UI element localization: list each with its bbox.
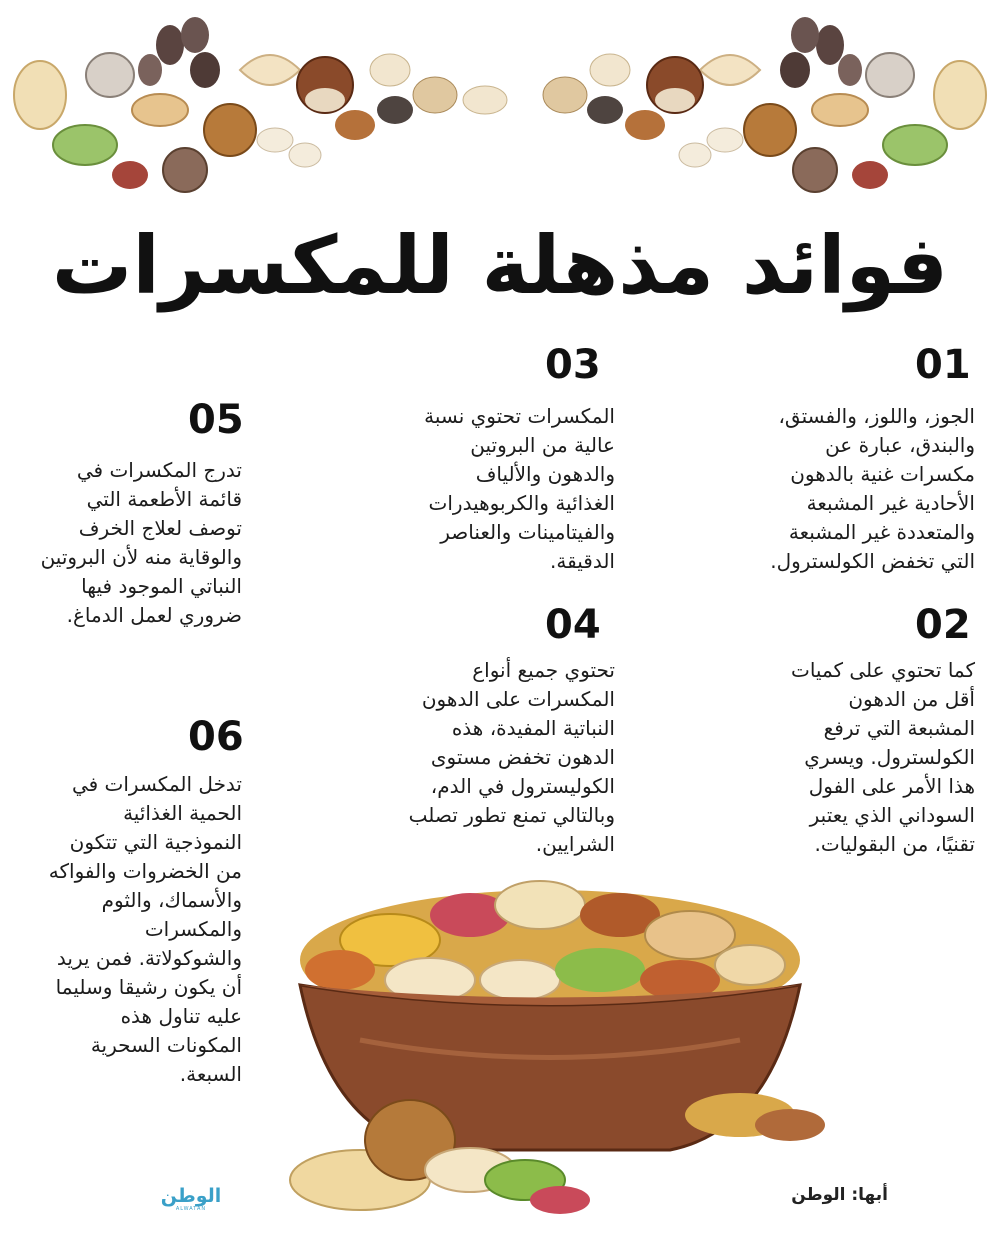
section-number-04: 04 (545, 602, 601, 648)
nut-bowl-illustration (270, 860, 830, 1220)
section-text-04: تحتوي جميع أنواع المكسرات على الدهون النباتية المفيدة، هذه الدهون تخفض مستوى الكوليسترول في الدم، وبالتالي تمنع تطور تصلب الشرايين. (408, 658, 615, 856)
section-number-02: 02 (915, 602, 971, 648)
section-number-03: 03 (545, 342, 601, 388)
section-text-05: تدرج المكسرات في قائمة الأطعمة التي توصف لعلاج الخرف والوقاية منه لأن البروتين النباتي الموجود فيها ضروري لعمل الدماغ. (40, 458, 242, 627)
page-title: فوائد مذهلة للمكسرات (51, 219, 949, 312)
section-text-02: كما تحتوي على كميات أقل من الدهون المشبعة التي ترفع الكولسترول. ويسري هذا الأمر على الفول السوداني الذي يعتبر تقنيًا، من البقوليات. (790, 658, 975, 856)
alwatan-logo (160, 1184, 222, 1212)
section-number-01: 01 (915, 342, 971, 388)
section-text-01: الجوز، واللوز، والفستق، والبندق، عبارة عن مكسرات غنية بالدهون الأحادية غير المشبعة والمتعددة غير المشبعة التي تخفض الكولسترول. (770, 404, 975, 573)
logo-text: الوطن (160, 1185, 222, 1207)
section-text-03: المكسرات تحتوي نسبة عالية من البروتين والدهون والألياف الغذائية والكربوهيدرات والفيتامينات والعناصر الدقيقة. (424, 404, 615, 573)
logo-subtext: ALWATAN (175, 1206, 207, 1212)
nuts-garland-illustration (0, 0, 1000, 215)
section-number-06: 06 (188, 714, 244, 760)
section-number-05: 05 (188, 397, 244, 443)
section-text-06: تدخل المكسرات في الحمية الغذائية النموذجية التي تتكون من الخضروات والفواكه والأسماك، والثوم والمكسرات والشوكولاتة. فمن يريد أن يكون رشيقا وسليما عليه تناول هذه المكونات السحرية السبعة. (48, 772, 242, 1086)
credit-text: أبها: الوطن (791, 1185, 888, 1205)
